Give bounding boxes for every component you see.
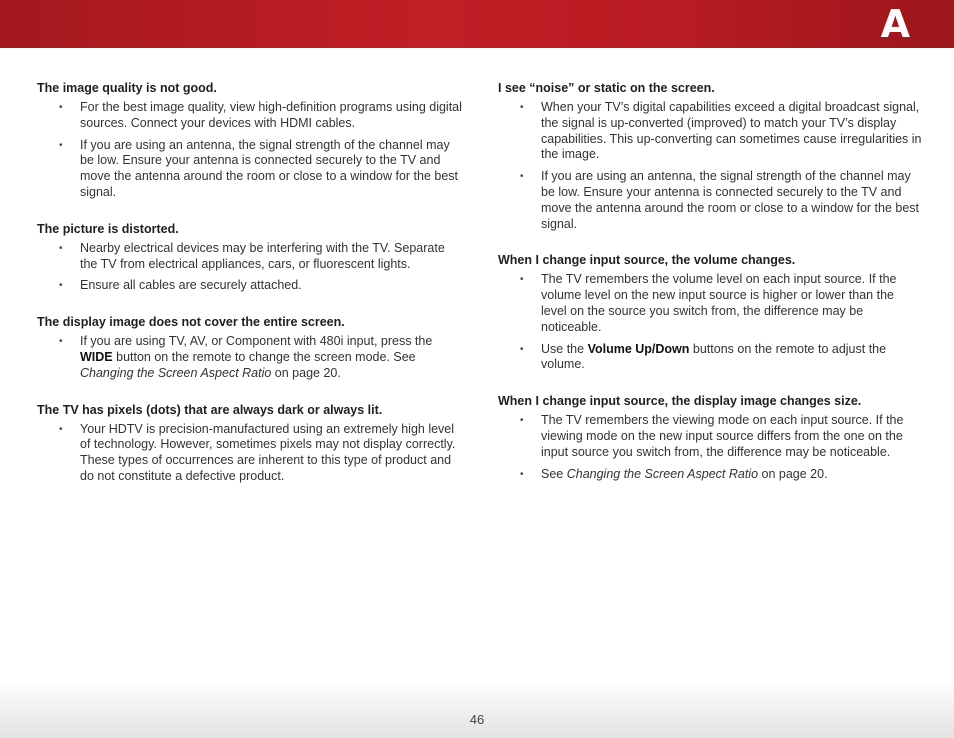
bullet-list bbox=[37, 422, 462, 485]
bullet-text: When your TV’s digital capabilities exceed a digital broadcast signal, the signal is up-converted (improved) to match your TV’s display capabilities. This up-converting can sometimes cause irregularities in the image. bbox=[541, 100, 922, 162]
bullet-dot-icon: • bbox=[520, 468, 524, 480]
right-column bbox=[498, 80, 923, 502]
bullet-dot-icon: • bbox=[59, 336, 63, 348]
bullet-text: If you are using TV, AV, or Component with 480i input, press the bbox=[80, 334, 433, 349]
bullet-dot-icon: • bbox=[59, 280, 63, 292]
bullet-item bbox=[498, 467, 923, 483]
bullet-dot-icon: • bbox=[520, 102, 524, 113]
bullet-text: Nearby electrical devices may be interfering with the TV. Separate the TV from electrical appliances, cars, or fluorescent lights. bbox=[80, 240, 445, 271]
bullet-dot-icon: • bbox=[59, 242, 63, 254]
bullet-item bbox=[498, 342, 923, 374]
bullet-list bbox=[37, 241, 462, 294]
bullet-item bbox=[498, 169, 923, 232]
troubleshooting-section bbox=[37, 80, 462, 201]
troubleshooting-section bbox=[37, 314, 462, 381]
cross-reference: Changing the Screen Aspect Ratio bbox=[80, 365, 272, 380]
left-column bbox=[37, 80, 462, 505]
section-heading: The image quality is not good. bbox=[37, 81, 217, 95]
section-heading: The picture is distorted. bbox=[37, 221, 179, 236]
bullet-list bbox=[37, 100, 462, 201]
section-heading: When I change input source, the display image changes size. bbox=[498, 394, 862, 409]
troubleshooting-section bbox=[498, 393, 923, 482]
bullet-text: For the best image quality, view high-definition programs using digital sources. Connect your devices with HDMI cables. bbox=[80, 100, 462, 130]
section-heading: The display image does not cover the entire screen. bbox=[37, 315, 345, 330]
bullet-list bbox=[37, 334, 462, 381]
section-heading: I see “noise” or static on the screen. bbox=[498, 81, 715, 95]
bullet-dot-icon: • bbox=[59, 139, 63, 151]
bullet-dot-icon: • bbox=[520, 343, 524, 355]
footer-band bbox=[0, 680, 954, 738]
troubleshooting-section bbox=[37, 221, 462, 294]
bullet-dot-icon: • bbox=[520, 274, 524, 286]
cross-reference: Changing the Screen Aspect Ratio bbox=[566, 466, 759, 481]
bullet-list bbox=[498, 272, 923, 373]
troubleshooting-section bbox=[37, 402, 462, 485]
bullet-text: button on the remote to change the screen mode. See bbox=[112, 349, 416, 364]
section-heading: When I change input source, the volume changes. bbox=[498, 253, 796, 268]
bullet-text: If you are using an antenna, the signal strength of the channel may be low. Ensure your antenna is connected securely to the TV and move the antenna around the room or close to a window for the best signal. bbox=[541, 169, 920, 231]
bullet-text: If you are using an antenna, the signal strength of the channel may be low. Ensure your antenna is connected securely to the TV and move the antenna around the room or close to a window for the best signal. bbox=[80, 137, 459, 199]
bullet-text: The TV remembers the volume level on each input source. If the volume level on the new input source is higher or lower than the level on the source you switch from, the difference may be noticeable. bbox=[541, 272, 897, 334]
emphasis-bold: WIDE bbox=[80, 349, 113, 364]
bullet-text: Use the bbox=[541, 341, 588, 356]
bullet-item bbox=[498, 100, 923, 163]
bullet-item bbox=[37, 100, 462, 132]
bullet-dot-icon: • bbox=[520, 171, 524, 183]
bullet-dot-icon: • bbox=[59, 423, 63, 435]
troubleshooting-section bbox=[498, 80, 923, 232]
bullet-text: Ensure all cables are securely attached. bbox=[80, 278, 302, 293]
bullet-list bbox=[498, 100, 923, 232]
section-heading: The TV has pixels (dots) that are always dark or always lit. bbox=[37, 402, 383, 417]
bullet-item bbox=[37, 422, 462, 485]
emphasis-bold: Volume Up/Down bbox=[587, 341, 690, 356]
bullet-item bbox=[37, 334, 462, 381]
bullet-text: The TV remembers the viewing mode on each input source. If the viewing mode on the new input source differs from the one on the input source you switch from, the difference may be noticeable. bbox=[541, 413, 904, 459]
bullet-dot-icon: • bbox=[59, 102, 63, 113]
bullet-item bbox=[37, 278, 462, 294]
header-bar bbox=[0, 0, 954, 48]
bullet-item bbox=[37, 138, 462, 201]
bullet-text: buttons on the remote to adjust the volume. bbox=[541, 341, 887, 372]
bullet-text: on page 20. bbox=[758, 466, 828, 481]
bullet-item bbox=[498, 413, 923, 460]
bullet-text: See bbox=[541, 466, 567, 481]
bullet-dot-icon: • bbox=[520, 415, 524, 427]
troubleshooting-section bbox=[498, 252, 923, 373]
bullet-item bbox=[498, 272, 923, 335]
appendix-letter: A bbox=[880, 2, 910, 46]
bullet-text: on page 20. bbox=[271, 365, 341, 380]
bullet-item bbox=[37, 241, 462, 273]
bullet-list bbox=[498, 413, 923, 482]
bullet-text: Your HDTV is precision-manufactured using an extremely high level of technology. However, sometimes pixels may not display correctly. These types of occurrences are inherent to this type of product and do not constitute a defective product. bbox=[80, 421, 456, 483]
page-number: 46 bbox=[469, 712, 485, 727]
